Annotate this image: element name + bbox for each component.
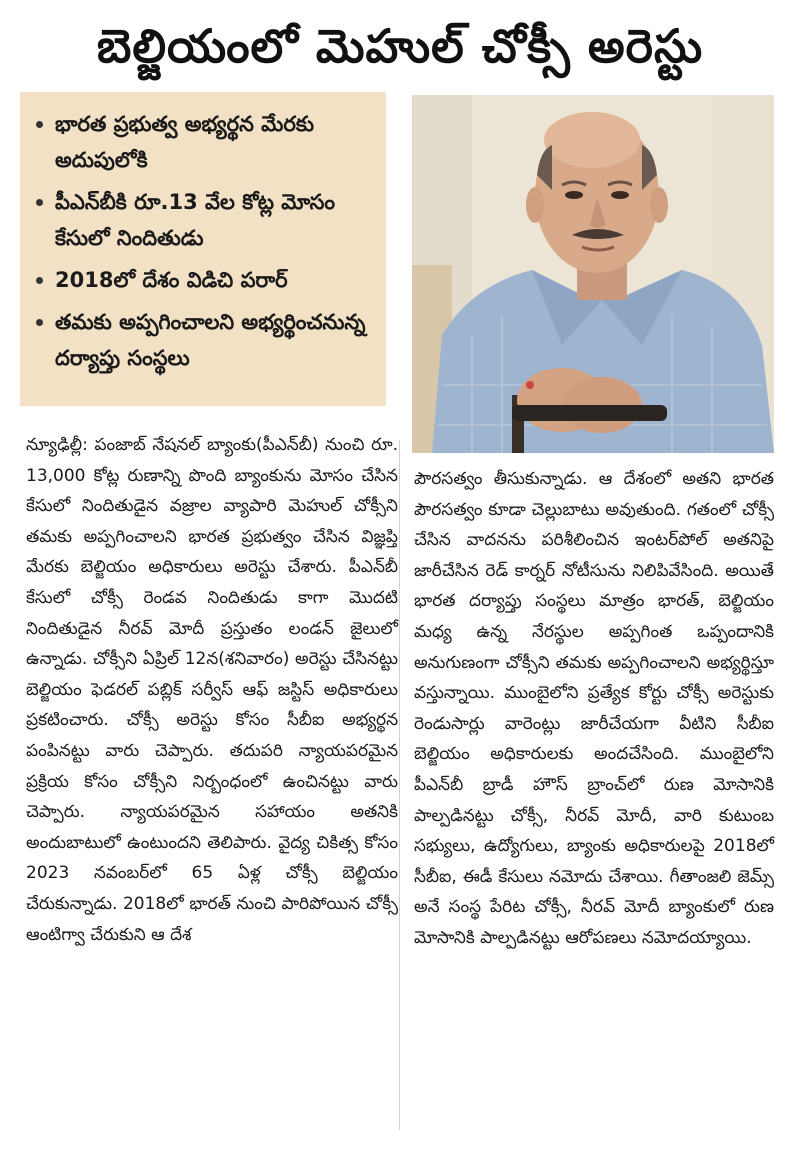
highlight-item <box>36 106 374 178</box>
highlight-item <box>36 262 374 298</box>
bullet-icon <box>36 199 43 206</box>
highlight-item <box>36 184 374 256</box>
headline: బెల్జియంలో మెహుల్ చోక్సీ అరెస్టు <box>96 19 704 73</box>
bullet-icon <box>36 121 43 128</box>
highlight-text: భారత ప్రభుత్వ అభ్యర్థన మేరకు అదుపులోకి <box>55 112 315 172</box>
article-column-left: న్యూఢిల్లీ: పంజాబ్ నేషనల్ బ్యాంకు(పీఎన్‌బీ) నుంచి రూ. 13,000 కోట్ల రుణాన్ని పొంది బ్యాంకును మోసం చేసిన కేసులో నిందితుడైన వజ్రాల వ్యాపారి మెహుల్ చోక్సీని తమకు అప్పగించాలని భారత ప్రభుత్వం చేసిన విజ్ఞప్తి మేరకు బెల్జియం అధికారులు అరెస్టు చేశారు. పీఎన్‌బీ కేసులో చోక్సీ రెండవ నిందితుడు కాగా మొదటి నిందితుడైన నీరవ్ మోదీ ప్రస్తుతం లండన్ జైలులో ఉన్నాడు. చోక్సీని ఏప్రిల్ 12న(శనివారం) అరెస్టు చేసినట్టు బెల్జియం ఫెడరల్ పబ్లిక్ సర్వీస్ ఆఫ్ జస్టిస్ అధికారులు ప్రకటించారు. చోక్సీ అరెస్టు కోసం సీబీఐ అభ్యర్థన పంపినట్టు వారు చెప్పారు. తదుపరి న్యాయపరమైన ప్రక్రియ కోసం చోక్సీని నిర్బంధంలో ఉంచినట్టు వారు చెప్పారు. న్యాయపరమైన సహాయం అతనికి అందుబాటులో ఉంటుందని తెలిపారు. వైద్య చికిత్స కోసం 2023 నవంబర్‌లో 65 ఏళ్ల చోక్సీ బెల్జియం చేరుకున్నాడు. 2018లో భారత్ నుంచి పారిపోయిన చోక్సీ ఆంటిగ్వా చేరుకుని ఆ దేశ <box>26 435 398 945</box>
bullet-icon <box>36 319 43 326</box>
highlight-text: పీఎన్‌బీకి రూ.13 వేల కోట్ల మోసం కేసులో నిందితుడు <box>55 190 335 250</box>
article-column-right: పౌరసత్వం తీసుకున్నాడు. ఆ దేశంలో అతని భారత పౌరసత్వం కూడా చెల్లుబాటు అవుతుంది. గతంలో చోక్సీ చేసిన వాదనను పరిశీలించిన ఇంటర్‌పోల్ అతనిపై జారీచేసిన రెడ్ కార్నర్ నోటీసును నిలిపివేసింది. అయితే భారత దర్యాప్తు సంస్థలు మాత్రం భారత్, బెల్జియం మధ్య ఉన్న నేరస్థుల అప్పగింత ఒప్పందానికి అనుగుణంగా చోక్సీని తమకు అప్పగించాలని అభ్యర్థిస్తూ వస్తున్నాయి. ముంబైలోని ప్రత్యేక కోర్టు చోక్సీ అరెస్టుకు రెండుసార్లు వారెంట్లు జారీచేయగా వీటిని సీబీఐ బెల్జియం అధికారులకు అందచేసింది. ముంబైలోని పీఎన్‌బీ బ్రాడీ హౌస్ బ్రాంచ్‌లో రుణ మోసానికి పాల్పడినట్టు చోక్సీ, నీరవ్ మోదీ, వారి కుటుంబ సభ్యులు, ఉద్యోగులు, బ్యాంకు అధికారులపై 2018లో సీబీఐ, ఈడీ కేసులు నమోదు చేశాయి. గీతాంజలి జెమ్స్ అనే సంస్థ పేరిట చోక్సీ, నీరవ్ మోదీ బ్యాంకులో రుణ మోసానికి పాల్పడినట్టు ఆరోపణలు నమోదయ్యాయి. <box>414 469 774 948</box>
highlights-box <box>20 92 386 406</box>
highlight-item <box>36 304 374 376</box>
bullet-icon <box>36 277 43 284</box>
highlight-text: తమకు అప్పగించాలని అభ్యర్థించనున్న దర్యాప్తు సంస్థలు <box>55 310 366 370</box>
news-photo <box>412 95 774 453</box>
column-divider <box>399 440 400 1130</box>
highlight-text: 2018లో దేశం విడిచి పరార్ <box>55 268 288 292</box>
